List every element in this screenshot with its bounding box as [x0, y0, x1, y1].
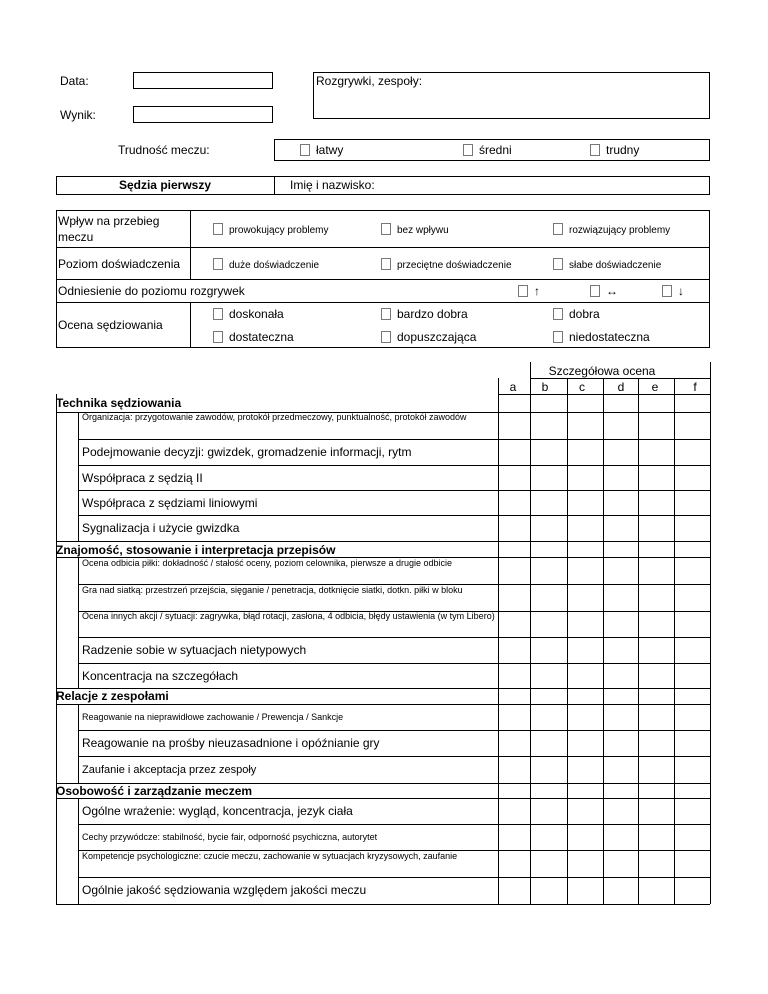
level-up-option[interactable] [518, 284, 540, 298]
grid-line [638, 378, 639, 904]
experience-option[interactable]: przeciętne doświadczenie [381, 258, 512, 271]
grid-line [674, 378, 675, 904]
experience-option[interactable]: słabe doświadczenie [553, 258, 661, 271]
section-title: Technika sędziowania [56, 396, 182, 410]
grid-line [603, 378, 604, 904]
rating-option[interactable]: dopuszczająca [381, 330, 476, 344]
checkbox-icon[interactable] [381, 331, 391, 343]
criterion-item: Sygnalizacja i użycie gwizdka [82, 521, 240, 535]
checkbox-icon[interactable] [590, 144, 600, 156]
grid-line [78, 515, 710, 516]
column-header-d: d [617, 380, 625, 394]
grid-line [78, 730, 710, 731]
grid-line [78, 756, 710, 757]
section-title: Znajomość, stosowanie i interpretacja przepisów [56, 543, 336, 557]
grid-line [530, 362, 531, 904]
criterion-item: Współpraca z sędzią II [82, 471, 203, 485]
difficulty-option-easy[interactable]: łatwy [300, 143, 343, 157]
grid-line [78, 465, 710, 466]
grid-line [78, 877, 710, 878]
criterion-item: Współpraca z sędziami liniowymi [82, 496, 258, 510]
checkbox-icon[interactable] [463, 144, 473, 156]
rating-label: Ocena sędziowania [58, 318, 163, 332]
divider [56, 302, 710, 303]
criterion-item: Podejmowanie decyzji: gwizdek, gromadzenie informacji, rytm [82, 445, 412, 459]
divider [56, 279, 710, 280]
checkbox-icon[interactable] [381, 258, 391, 270]
checkbox-icon[interactable] [590, 285, 600, 297]
experience-option[interactable]: duże doświadczenie [213, 258, 319, 271]
grid-line [56, 704, 710, 705]
rating-option[interactable]: bardzo dobra [381, 307, 468, 321]
grid-line [567, 378, 568, 904]
grid-line [710, 362, 711, 904]
grid-line [56, 798, 710, 799]
checkbox-icon[interactable] [553, 258, 563, 270]
criterion-item: Radzenie sobie w sytuacjach nietypowych [82, 643, 307, 657]
checkbox-icon[interactable] [381, 223, 391, 235]
checkbox-icon[interactable] [213, 223, 223, 235]
column-header-a: a [509, 380, 517, 394]
column-header-c: c [579, 380, 585, 394]
criterion-item: Ocena innych akcji / sytuacji: zagrywka, błąd rotacji, zasłona, 4 odbicia, błędy ustawienia (w tym Libero) [82, 611, 495, 621]
grid-line [56, 394, 57, 904]
name-field[interactable] [380, 177, 708, 194]
arrow-left-right-icon: ↔ [606, 284, 618, 298]
rating-option[interactable]: niedostateczna [553, 330, 650, 344]
grid-line [78, 557, 79, 688]
competition-label: Rozgrywki, zespoły: [316, 74, 423, 88]
grid-line [56, 904, 710, 905]
difficulty-label: Trudność meczu: [118, 143, 210, 157]
criterion-item: Ocena odbicia piłki: dokładność / stałość oceny, poziom celownika, pierwsze a drugie odbicie [82, 558, 453, 568]
checkbox-icon[interactable] [553, 223, 563, 235]
grid-line [78, 798, 79, 904]
level-down-option[interactable] [662, 284, 684, 298]
criterion-item: Reagowanie na prośby nieuzasadnione i opóźnianie gry [82, 736, 380, 750]
result-field[interactable] [133, 106, 273, 123]
grid-line [78, 704, 79, 783]
grid-line [56, 541, 710, 542]
rating-option[interactable]: dobra [553, 307, 600, 321]
grid-line [78, 439, 710, 440]
checkbox-icon[interactable] [213, 331, 223, 343]
grid-line [78, 637, 710, 638]
criterion-item: Ogólne wrażenie: wygląd, koncentracja, jezyk ciała [82, 804, 353, 818]
section-title: Relacje z zespołami [56, 689, 169, 703]
criterion-item: Koncentracja na szczegółach [82, 669, 239, 683]
referee-label: Sędzia pierwszy [118, 178, 212, 192]
level-label: Odniesienie do poziomu rozgrywek [58, 284, 245, 298]
grid-line [78, 412, 79, 541]
level-same-option[interactable] [590, 284, 618, 298]
grid-line [78, 824, 710, 825]
arrow-up-icon: ↑ [534, 284, 540, 298]
arrow-down-icon: ↓ [678, 284, 684, 298]
grid-line [498, 378, 499, 904]
criterion-item: Cechy przywódcze: stabilność, bycie fair, odporność psychiczna, autorytet [82, 832, 378, 842]
rating-option[interactable]: dostateczna [213, 330, 294, 344]
divider [190, 302, 191, 348]
experience-label: Poziom doświadczenia [58, 257, 181, 271]
rating-option[interactable]: doskonała [213, 307, 284, 321]
checkbox-icon[interactable] [553, 331, 563, 343]
difficulty-option-medium[interactable]: średni [463, 143, 512, 157]
date-field[interactable] [133, 72, 273, 89]
checkbox-icon[interactable] [213, 258, 223, 270]
checkbox-icon[interactable] [381, 308, 391, 320]
checkbox-icon[interactable] [553, 308, 563, 320]
checkbox-icon[interactable] [300, 144, 310, 156]
influence-option[interactable]: prowokujący problemy [213, 223, 329, 236]
referee-divider [274, 176, 275, 195]
checkbox-icon[interactable] [518, 285, 528, 297]
date-label: Data: [60, 74, 89, 88]
criterion-item: Zaufanie i akceptacja przez zespoły [82, 764, 257, 776]
column-header-f: f [693, 380, 697, 394]
divider [56, 247, 710, 248]
influence-option[interactable]: rozwiązujący problemy [553, 223, 670, 236]
column-header-b: b [541, 380, 549, 394]
criterion-item: Kompetencje psychologiczne: czucie meczu, zachowanie w sytuacjach kryzysowych, zaufanie [82, 851, 458, 861]
checkbox-icon[interactable] [213, 308, 223, 320]
difficulty-option-hard[interactable]: trudny [590, 143, 639, 157]
criterion-item: Gra nad siatką: przestrzeń przejścia, sięganie / penetracja, dotknięcie siatki, dotkn. piłki w bloku [82, 585, 463, 595]
result-label: Wynik: [60, 108, 96, 122]
criterion-item: Ogólnie jakość sędziowania względem jakości meczu [82, 883, 367, 897]
influence-option[interactable]: bez wpływu [381, 223, 449, 236]
name-label: Imię i nazwisko: [290, 178, 375, 192]
detail-title: Szczegółowa ocena [548, 364, 656, 378]
influence-label: Wpływ na przebieg meczu [58, 214, 160, 244]
divider [190, 210, 191, 279]
checkbox-icon[interactable] [662, 285, 672, 297]
column-header-e: e [651, 380, 659, 394]
grid-line [78, 663, 710, 664]
grid-line [530, 378, 710, 379]
grid-line [78, 490, 710, 491]
section-title: Osobowość i zarządzanie meczem [56, 784, 253, 798]
criterion-item: Organizacja: przygotowanie zawodów, protokół przedmeczowy, punktualność, protokół zawodów [82, 412, 467, 422]
criterion-item: Reagowanie na nieprawidłowe zachowanie / Prewencja / Sankcje [82, 712, 344, 722]
